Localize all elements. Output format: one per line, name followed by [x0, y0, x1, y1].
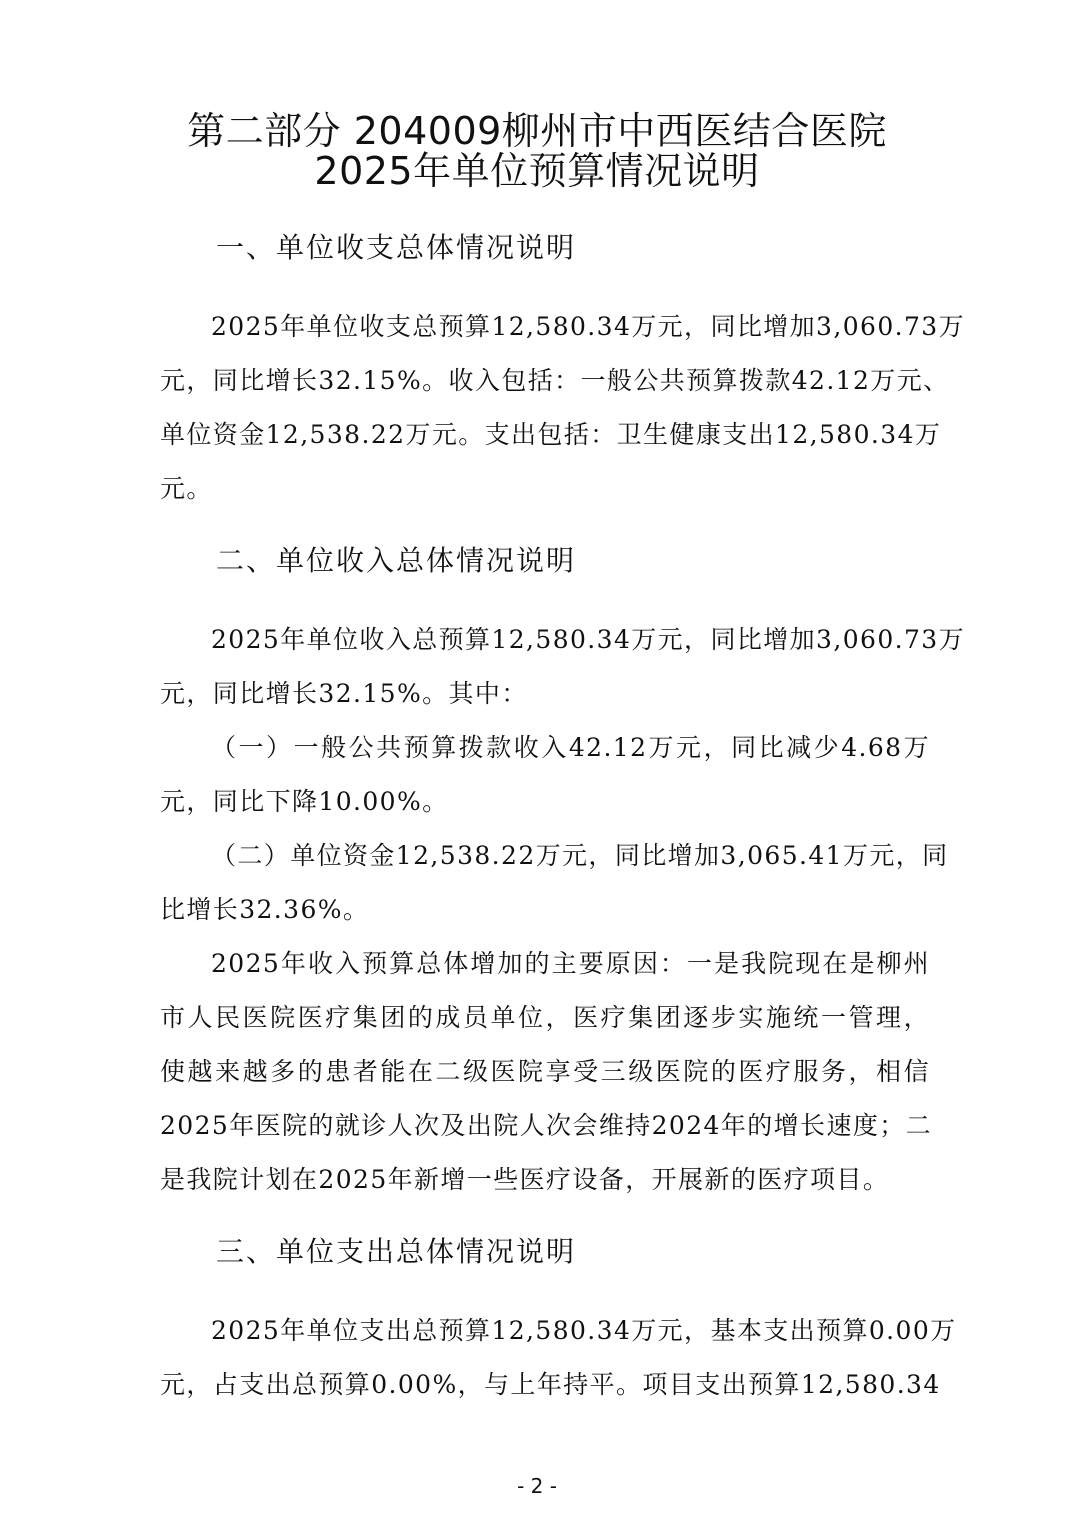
section-1-paragraph-1 [160, 300, 965, 516]
document-title-line-1: 第二部分 204009柳州市中西医结合医院 [187, 109, 887, 153]
paragraph-line: 2025年收入预算总体增加的主要原因：一是我院现在是柳州 [211, 949, 930, 978]
section-3-paragraph-1 [160, 1304, 957, 1412]
section-heading-3: 三、单位支出总体情况说明 [216, 1235, 577, 1268]
paragraph-line: 元，同比增长32.15%。其中： [160, 679, 528, 708]
paragraph-line: 使越来越多的患者能在二级医院享受三级医院的医疗服务，相信 [160, 1057, 930, 1086]
paragraph-line: 元，同比下降10.00%。 [160, 787, 449, 816]
document-title-line-2: 2025年单位预算情况说明 [314, 149, 760, 193]
section-2-paragraph-4 [160, 937, 933, 1207]
paragraph-line: 市人民医院医疗集团的成员单位，医疗集团逐步实施统一管理， [160, 1003, 930, 1032]
paragraph-line: 2025年医院的就诊人次及出院人次会维持2024年的增长速度；二 [160, 1111, 933, 1140]
paragraph-line: 比增长32.36%。 [160, 895, 370, 924]
paragraph-line: 元，占支出总预算0.00%，与上年持平。项目支出预算12,580.34 [160, 1370, 941, 1399]
paragraph-line: 元，同比增长32.15%。收入包括：一般公共预算拨款42.12万元、 [160, 366, 950, 395]
paragraph-line: 是我院计划在2025年新增一些医疗设备，开展新的医疗项目。 [160, 1165, 890, 1194]
page-number: - 2 - [517, 1474, 557, 1498]
section-heading-1: 一、单位收支总体情况说明 [216, 231, 577, 264]
section-2-paragraph-3 [160, 829, 949, 937]
paragraph-line: 元。 [160, 474, 213, 503]
paragraph-line: 2025年单位支出总预算12,580.34万元，基本支出预算0.00万 [211, 1316, 957, 1345]
section-heading-2: 二、单位收入总体情况说明 [216, 544, 577, 577]
section-2-paragraph-1 [160, 613, 965, 721]
paragraph-line: （一）一般公共预算拨款收入42.12万元，同比减少4.68万 [211, 733, 930, 762]
paragraph-line: 2025年单位收支总预算12,580.34万元，同比增加3,060.73万 [211, 312, 965, 341]
paragraph-line: 2025年单位收入总预算12,580.34万元，同比增加3,060.73万 [211, 625, 965, 654]
paragraph-line: 单位资金12,538.22万元。支出包括：卫生健康支出12,580.34万 [160, 420, 942, 449]
paragraph-line: （二）单位资金12,538.22万元，同比增加3,065.41万元，同 [211, 841, 949, 870]
section-2-paragraph-2 [160, 721, 930, 829]
